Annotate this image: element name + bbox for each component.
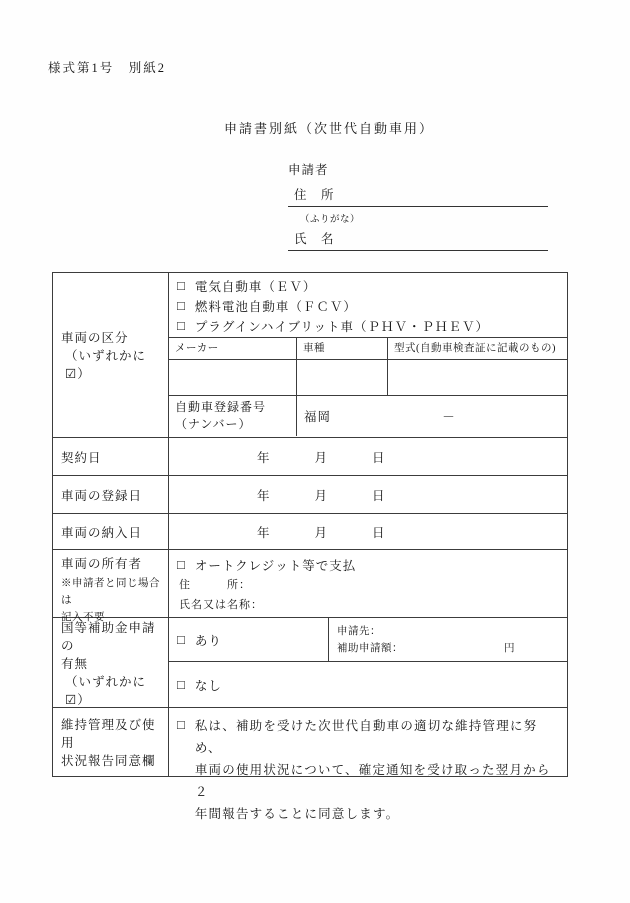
option-autocredit[interactable] (177, 554, 567, 575)
subsidy-yes-subrow (169, 618, 567, 662)
vehicle-owner-content (169, 550, 567, 617)
registration-date-input-cell[interactable] (169, 476, 567, 513)
subsidy-apply-to-field[interactable] (337, 623, 567, 640)
option-ev-label: 電気自動車（ＥＶ） (194, 280, 317, 294)
option-subsidy-no[interactable] (169, 662, 567, 707)
consent-content (169, 708, 567, 821)
checkbox-icon[interactable]: □ (177, 556, 185, 572)
option-phv[interactable] (177, 316, 567, 336)
vehicle-detail-inputs (169, 360, 567, 395)
model-header: 車種 (297, 338, 388, 359)
maker-input-cell[interactable] (169, 360, 297, 395)
address-label: 住 所 (294, 188, 335, 202)
day-label: 日 (372, 488, 386, 503)
subsidy-label-line1: 国等補助金申請の (61, 620, 156, 653)
registration-number-input-cell[interactable] (297, 396, 567, 436)
owner-address-field[interactable] (177, 575, 567, 595)
option-phv-label: プラグインハイブリット車（ＰＨＶ・ＰＨＥＶ） (194, 320, 489, 334)
registration-dash: － (442, 410, 456, 424)
month-label: 月 (314, 450, 329, 465)
year-label: 年 (257, 488, 271, 503)
owner-name-label: 氏名又は名称： (179, 599, 263, 611)
option-subsidy-no-label: なし (194, 678, 222, 693)
vehicle-category-label: 車両の区分 (61, 331, 129, 345)
month-label: 月 (314, 488, 329, 503)
registration-number-row (169, 395, 567, 436)
year-label: 年 (257, 450, 271, 465)
vehicle-owner-row (53, 550, 567, 623)
checkbox-icon[interactable]: □ (177, 676, 185, 692)
registration-number-sublabel: （ナンバー） (175, 417, 252, 431)
consent-row (53, 708, 567, 821)
option-subsidy-yes-label: あり (194, 633, 222, 648)
month-label: 月 (314, 525, 329, 540)
form-number: 様式第1号 別紙2 (48, 61, 167, 75)
address-field[interactable] (288, 183, 548, 207)
contract-date-row (53, 438, 567, 476)
vehicle-category-row (53, 273, 567, 438)
option-subsidy-yes[interactable] (169, 618, 329, 661)
contract-date-input-cell[interactable] (169, 438, 567, 475)
subsidy-row (53, 618, 567, 708)
checkbox-icon[interactable]: □ (177, 717, 185, 732)
checkbox-icon[interactable]: □ (177, 298, 185, 313)
subsidy-amount-label: 補助申請額： (337, 643, 403, 654)
subsidy-amount-field[interactable] (337, 640, 567, 657)
application-form-table (52, 272, 568, 821)
subsidy-label-line2: 有無 (61, 656, 89, 671)
name-label: 氏 名 (294, 232, 335, 246)
vehicle-owner-note-line1: ※申請者と同じ場合は (61, 578, 160, 606)
consent-label-line2: 状況報告同意欄 (61, 754, 156, 768)
registration-date-label: 車両の登録日 (53, 476, 169, 513)
checkbox-icon[interactable]: □ (177, 278, 185, 293)
year-label: 年 (257, 525, 271, 540)
owner-address-label: 住 所： (179, 579, 251, 591)
registration-prefecture: 福岡 (304, 410, 332, 424)
option-fcv[interactable] (177, 296, 567, 316)
vehicle-owner-label-cell (53, 550, 169, 623)
model-input-cell[interactable] (297, 360, 388, 395)
consent-text-line3: 年間報告することに同意します。 (194, 807, 400, 821)
type-header: 型式(自動車検査証に記載のもの) (394, 343, 556, 354)
vehicle-detail-headers (169, 338, 567, 360)
delivery-date-input-cell[interactable] (169, 514, 567, 549)
contract-date-label: 契約日 (53, 438, 169, 475)
vehicle-owner-label: 車両の所有者 (61, 557, 143, 571)
subsidy-label-note: （いずれかに☑） (65, 674, 147, 707)
registration-number-label: 自動車登録番号 (175, 400, 267, 414)
vehicle-category-note: （いずれかに☑） (65, 349, 147, 381)
vehicle-type-options (169, 273, 567, 338)
delivery-date-row (53, 514, 567, 550)
registration-date-row (53, 476, 567, 514)
option-ev[interactable] (177, 276, 567, 296)
checkbox-icon[interactable]: □ (177, 631, 185, 647)
vehicle-owner-note-line2: 記入不要 (61, 612, 105, 623)
checkbox-icon[interactable]: □ (177, 318, 185, 333)
consent-text-line2: 車両の使用状況について、確定通知を受け取った翌月から２ (194, 763, 551, 799)
day-label: 日 (372, 450, 386, 465)
delivery-date-label: 車両の納入日 (53, 514, 169, 549)
option-autocredit-label: オートクレジット等で支払 (194, 558, 357, 573)
option-fcv-label: 燃料電池自動車（ＦＣＶ） (194, 300, 357, 314)
name-field[interactable] (288, 227, 548, 251)
subsidy-label-cell (53, 618, 169, 707)
consent-label-cell (53, 708, 169, 776)
subsidy-content (169, 618, 567, 707)
maker-header: メーカー (169, 338, 297, 359)
vehicle-category-label-cell (53, 273, 169, 437)
page-title: 申請書別紙（次世代自動車用） (223, 121, 434, 136)
currency-label: 円 (504, 643, 515, 654)
subsidy-apply-to-label: 申請先： (337, 626, 381, 637)
subsidy-detail-cell (329, 618, 567, 661)
owner-name-field[interactable] (177, 595, 567, 615)
consent-text-line1: 私は、補助を受けた次世代自動車の適切な維持管理に努め、 (194, 719, 538, 755)
applicant-title: 申請者 (288, 163, 329, 177)
consent-label-line1: 維持管理及び使用 (61, 718, 156, 750)
vehicle-category-content (169, 273, 567, 437)
consent-text (194, 715, 563, 821)
furigana-label: （ふりがな） (300, 215, 361, 225)
type-input-cell[interactable] (388, 360, 567, 395)
registration-number-label-cell (169, 396, 297, 436)
day-label: 日 (372, 525, 386, 540)
applicant-block (288, 160, 554, 251)
